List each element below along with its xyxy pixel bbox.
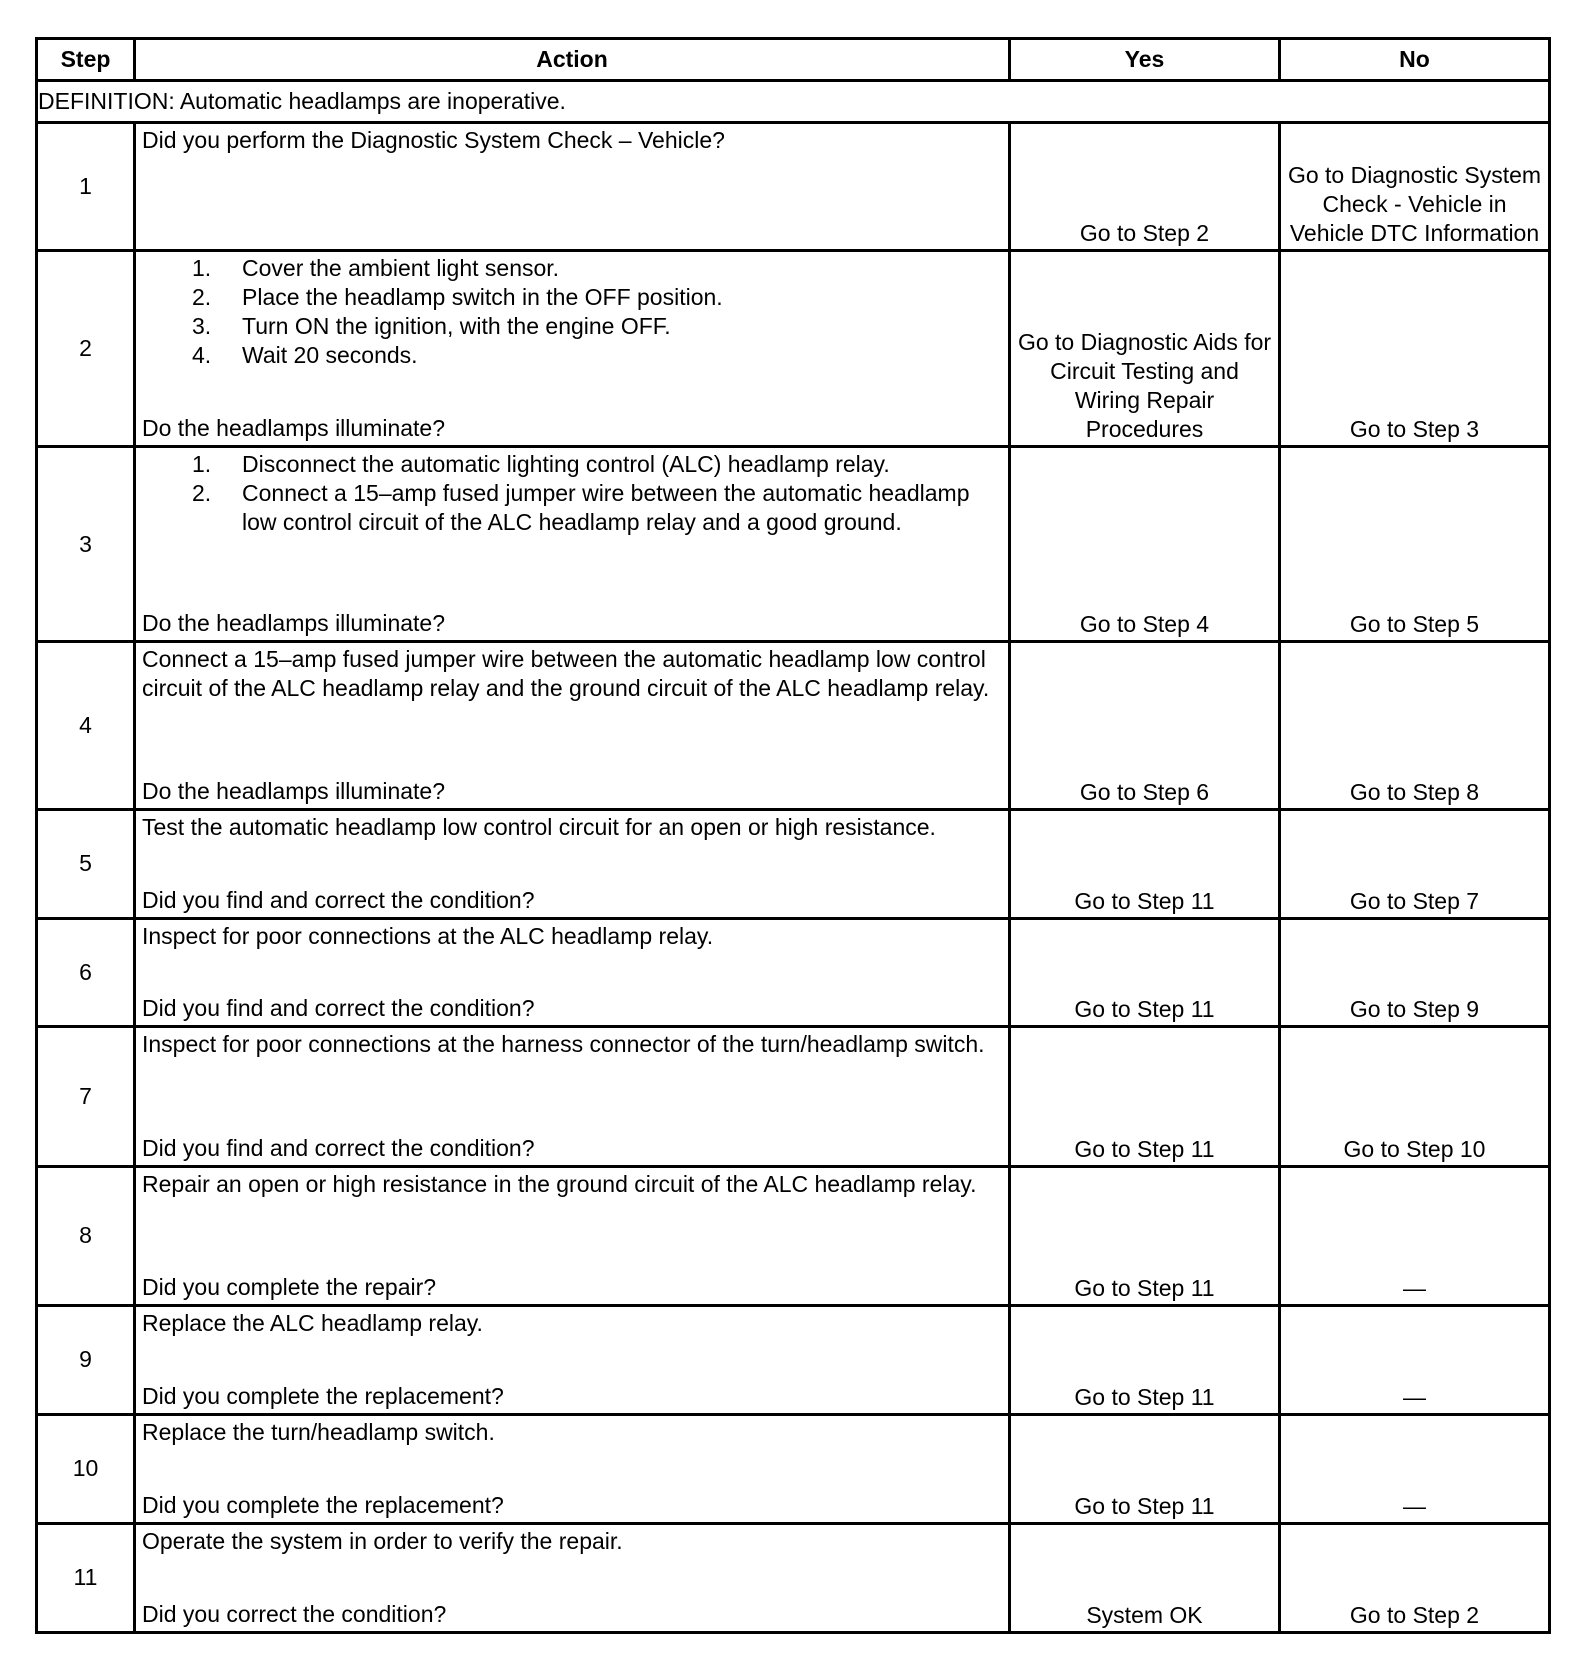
action-question: Did you complete the replacement? <box>142 1491 504 1518</box>
action-step-text: Connect a 15–amp fused jumper wire between the automatic headlamp low control circuit of the ALC headlamp relay and a good ground. <box>242 480 970 536</box>
action-step-item <box>192 283 1002 312</box>
action-step-text: Cover the ambient light sensor. <box>242 254 560 281</box>
action-question: Do the headlamps illuminate? <box>142 610 446 637</box>
no-cell <box>1280 123 1550 250</box>
no-cell <box>1280 809 1550 918</box>
no-cell <box>1280 447 1550 642</box>
no-cell <box>1280 918 1550 1027</box>
no-result: Go to Diagnostic System Check - Vehicle in Vehicle DTC Information <box>1287 161 1542 246</box>
action-question: Do the headlamps illuminate? <box>142 777 446 804</box>
yes-result: Go to Step 11 <box>1074 1135 1215 1162</box>
no-cell <box>1280 642 1550 810</box>
header-step: Step <box>37 39 135 81</box>
action-question: Did you find and correct the condition? <box>142 1134 535 1161</box>
step-number: 1 <box>37 123 135 250</box>
action-step-item <box>192 312 1002 341</box>
action-cell <box>135 250 1010 447</box>
step-number: 5 <box>37 809 135 918</box>
header-yes: Yes <box>1010 39 1280 81</box>
action-text: Operate the system in order to verify the repair. <box>142 1527 623 1554</box>
definition-text: DEFINITION: Automatic headlamps are inoperative. <box>37 81 1550 123</box>
action-text: Connect a 15–amp fused jumper wire between the automatic headlamp low control circuit of the ALC headlamp relay and the ground circuit of the ALC headlamp relay. <box>142 646 990 702</box>
yes-result: Go to Diagnostic Aids for Circuit Testing and Wiring Repair Procedures <box>1017 329 1272 443</box>
no-result: Go to Step 5 <box>1349 611 1480 638</box>
table-row <box>37 918 1550 1027</box>
action-question: Did you find and correct the condition? <box>142 995 535 1022</box>
action-question: Did you find and correct the condition? <box>142 886 535 913</box>
step-number: 8 <box>37 1166 135 1305</box>
yes-result: Go to Step 6 <box>1079 778 1210 805</box>
action-text: Test the automatic headlamp low control circuit for an open or high resistance. <box>142 813 936 840</box>
yes-result: Go to Step 4 <box>1079 611 1210 638</box>
action-step-number: 1. <box>192 451 212 478</box>
step-number: 4 <box>37 642 135 810</box>
action-step-text: Disconnect the automatic lighting control (ALC) headlamp relay. <box>242 451 890 478</box>
yes-result: System OK <box>1086 1602 1203 1628</box>
action-step-text: Place the headlamp switch in the OFF position. <box>242 283 723 310</box>
step-number: 6 <box>37 918 135 1027</box>
table-row <box>37 447 1550 642</box>
action-text: Did you perform the Diagnostic System Check – Vehicle? <box>142 127 725 154</box>
action-cell <box>135 1523 1010 1632</box>
table-row <box>37 250 1550 447</box>
action-step-number: 3. <box>192 312 212 339</box>
action-step-text: Wait 20 seconds. <box>242 341 418 368</box>
header-action: Action <box>135 39 1010 81</box>
yes-result: Go to Step 11 <box>1074 1274 1215 1301</box>
action-step-item <box>192 341 1002 370</box>
yes-cell <box>1010 809 1280 918</box>
definition-row <box>37 81 1550 123</box>
action-text: Replace the ALC headlamp relay. <box>142 1309 483 1336</box>
action-question: Did you correct the condition? <box>142 1601 447 1627</box>
step-number: 2 <box>37 250 135 447</box>
yes-cell <box>1010 123 1280 250</box>
no-cell <box>1280 1414 1550 1523</box>
no-result: — <box>1403 1274 1426 1301</box>
action-step-text: Turn ON the ignition, with the engine OFF. <box>242 312 671 339</box>
no-result: Go to Step 3 <box>1349 416 1480 443</box>
action-cell <box>135 123 1010 250</box>
action-text: Repair an open or high resistance in the ground circuit of the ALC headlamp relay. <box>142 1170 977 1197</box>
action-text: Replace the turn/headlamp switch. <box>142 1418 495 1445</box>
action-step-item <box>192 479 1002 537</box>
yes-cell <box>1010 1166 1280 1305</box>
table-row <box>37 1305 1550 1414</box>
table-row <box>37 123 1550 250</box>
step-number: 7 <box>37 1027 135 1166</box>
yes-cell <box>1010 918 1280 1027</box>
no-result: — <box>1403 1383 1426 1410</box>
step-number: 3 <box>37 447 135 642</box>
yes-result: Go to Step 11 <box>1074 1383 1215 1410</box>
step-number: 9 <box>37 1305 135 1414</box>
action-steps-list <box>142 254 1002 370</box>
action-step-number: 4. <box>192 341 212 368</box>
action-cell <box>135 1166 1010 1305</box>
action-question: Do the headlamps illuminate? <box>142 415 446 442</box>
action-cell <box>135 809 1010 918</box>
yes-result: Go to Step 2 <box>1079 219 1210 246</box>
table-row <box>37 1166 1550 1305</box>
header-row <box>37 39 1550 81</box>
yes-cell <box>1010 447 1280 642</box>
action-text: Inspect for poor connections at the harness connector of the turn/headlamp switch. <box>142 1031 985 1058</box>
yes-cell <box>1010 1305 1280 1414</box>
yes-result: Go to Step 11 <box>1074 1492 1215 1519</box>
table-row <box>37 1523 1550 1632</box>
action-step-number: 2. <box>192 480 212 507</box>
step-number: 11 <box>37 1523 135 1632</box>
no-cell <box>1280 1523 1550 1632</box>
action-question: Did you complete the repair? <box>142 1273 437 1300</box>
table-row <box>37 642 1550 810</box>
step-number: 10 <box>37 1414 135 1523</box>
action-cell <box>135 918 1010 1027</box>
diagnostic-table <box>35 37 1551 1634</box>
no-result: Go to Step 9 <box>1349 996 1480 1023</box>
yes-result: Go to Step 11 <box>1074 887 1215 914</box>
action-step-number: 2. <box>192 283 212 310</box>
action-cell <box>135 642 1010 810</box>
action-question: Did you complete the replacement? <box>142 1382 504 1409</box>
no-result: Go to Step 8 <box>1349 778 1480 805</box>
action-step-item <box>192 450 1002 479</box>
table-row <box>37 809 1550 918</box>
no-result: Go to Step 2 <box>1349 1602 1480 1628</box>
action-cell <box>135 1305 1010 1414</box>
no-cell <box>1280 250 1550 447</box>
action-step-item <box>192 254 1002 283</box>
no-cell <box>1280 1027 1550 1166</box>
header-no: No <box>1280 39 1550 81</box>
yes-result: Go to Step 11 <box>1074 996 1215 1023</box>
action-cell <box>135 1027 1010 1166</box>
action-step-number: 1. <box>192 254 212 281</box>
yes-cell <box>1010 1414 1280 1523</box>
no-cell <box>1280 1166 1550 1305</box>
no-result: — <box>1403 1492 1426 1519</box>
action-steps-list <box>142 450 1002 537</box>
action-cell <box>135 1414 1010 1523</box>
yes-cell <box>1010 642 1280 810</box>
action-cell <box>135 447 1010 642</box>
table-row <box>37 1027 1550 1166</box>
no-result: Go to Step 7 <box>1349 887 1480 914</box>
table-row <box>37 1414 1550 1523</box>
no-result: Go to Step 10 <box>1343 1135 1486 1162</box>
yes-cell <box>1010 250 1280 447</box>
yes-cell <box>1010 1523 1280 1632</box>
no-cell <box>1280 1305 1550 1414</box>
yes-cell <box>1010 1027 1280 1166</box>
action-text: Inspect for poor connections at the ALC headlamp relay. <box>142 922 714 949</box>
